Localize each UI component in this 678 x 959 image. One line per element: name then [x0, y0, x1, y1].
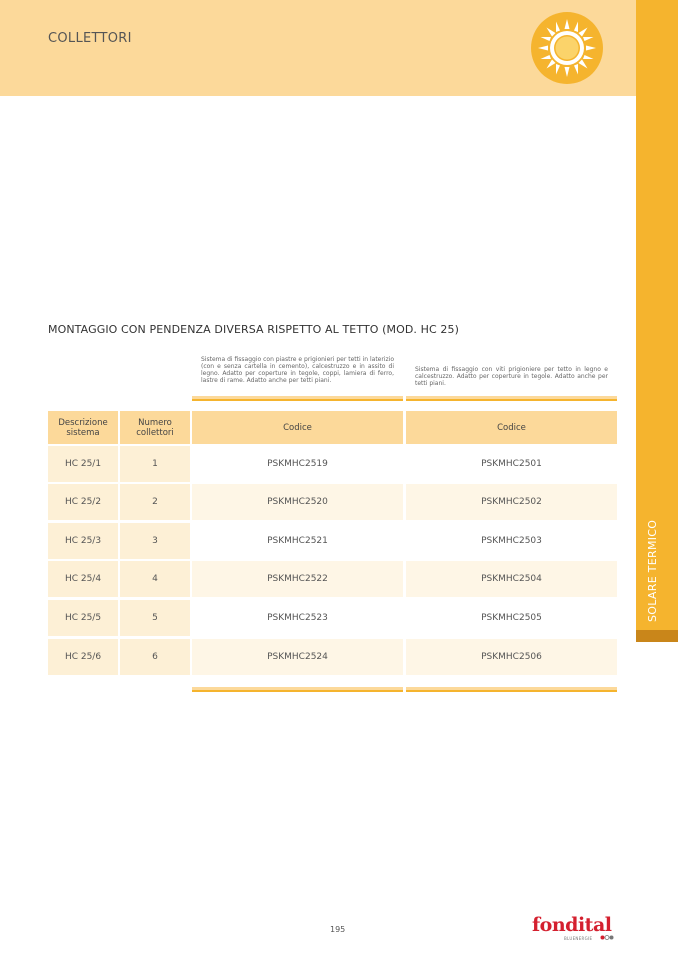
page-title: COLLETTORI	[48, 31, 132, 46]
table-cell-count: 3	[120, 523, 190, 559]
column-header-description: Descrizione sistema	[48, 411, 118, 444]
table-cell-code: PSKMHC2502	[406, 484, 617, 520]
table-cell-description: HC 25/2	[48, 484, 118, 520]
table-cell-description: HC 25/3	[48, 523, 118, 559]
table-cell-code: PSKMHC2503	[406, 523, 617, 559]
table-cell-description: HC 25/4	[48, 561, 118, 597]
divider	[406, 399, 617, 401]
table-cell-count: 2	[120, 484, 190, 520]
section-title: MONTAGGIO CON PENDENZA DIVERSA RISPETTO AL TETTO (MOD. HC 25)	[48, 323, 459, 336]
sun-icon	[531, 12, 603, 84]
table-cell-code: PSKMHC2501	[406, 446, 617, 482]
table-cell-description: HC 25/6	[48, 639, 118, 675]
description-plates: Sistema di fissaggio con piastre e prigionieri per tetti in laterizio (con e senza cartella in cemento), calcestruzzo e in assito di legno. Adatto per coperture in tegole, coppi, lamiera di ferro, lastre di rame. Adatto anche per tetti piani.	[201, 356, 394, 384]
table-cell-code: PSKMHC2522	[192, 561, 403, 597]
table-cell-code: PSKMHC2519	[192, 446, 403, 482]
table-cell-code: PSKMHC2504	[406, 561, 617, 597]
table-cell-count: 1	[120, 446, 190, 482]
side-tab-label: SOLARE TERMICO	[646, 519, 659, 622]
table-cell-code: PSKMHC2523	[192, 600, 403, 636]
table-cell-code: PSKMHC2521	[192, 523, 403, 559]
brand-dots-icon	[600, 935, 614, 940]
table-cell-code: PSKMHC2520	[192, 484, 403, 520]
description-screws: Sistema di fissaggio con viti prigioniere per tetto in legno e calcestruzzo. Adatto per coperture in tegole. Adatto anche per tetti piani.	[415, 366, 608, 387]
table-cell-code: PSKMHC2505	[406, 600, 617, 636]
divider	[192, 399, 403, 401]
table-cell-count: 4	[120, 561, 190, 597]
table-cell-count: 6	[120, 639, 190, 675]
table-cell-count: 5	[120, 600, 190, 636]
column-header-count: Numero collettori	[120, 411, 190, 444]
page-number: 195	[330, 925, 346, 934]
divider	[192, 690, 403, 692]
brand-logo: fondital	[532, 914, 612, 936]
divider	[406, 690, 617, 692]
column-header-code-screws: Codice	[406, 411, 617, 444]
table-cell-code: PSKMHC2524	[192, 639, 403, 675]
table-cell-description: HC 25/1	[48, 446, 118, 482]
side-tab-accent	[636, 630, 678, 642]
table-cell-code: PSKMHC2506	[406, 639, 617, 675]
column-header-code-plates: Codice	[192, 411, 403, 444]
table-cell-description: HC 25/5	[48, 600, 118, 636]
brand-tagline: BLUENERGIE	[564, 936, 593, 941]
